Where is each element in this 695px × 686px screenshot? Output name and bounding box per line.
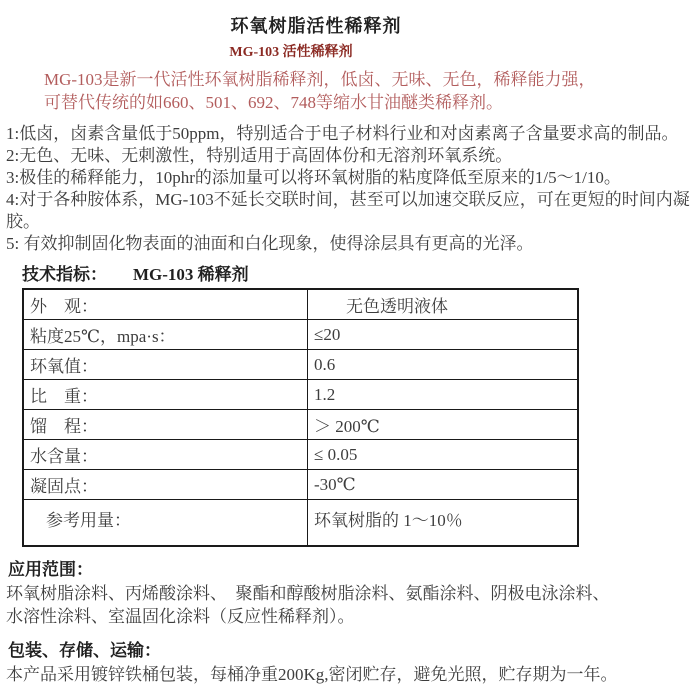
table-row bbox=[23, 289, 578, 320]
application-line-2: 水溶性涂料、室温固化涂料（反应性稀释剂）。 bbox=[6, 606, 355, 626]
intro-line-1: MG-103是新一代活性环氧树脂稀释剂，低卤、无味、无色，稀释能力强， bbox=[44, 70, 596, 89]
spec-label: 参考用量： bbox=[23, 500, 308, 546]
storage-heading: 包装、存储、运输： bbox=[8, 640, 161, 660]
spec-label: 比 重： bbox=[23, 380, 308, 410]
feature-list bbox=[6, 123, 695, 255]
table-row bbox=[23, 440, 578, 470]
spec-label: 外 观： bbox=[23, 289, 308, 320]
spec-heading-label: 技术指标： bbox=[22, 265, 107, 284]
spec-label: 环氧值： bbox=[23, 350, 308, 380]
spec-value: ≤20 bbox=[308, 320, 579, 350]
spec-label: 粘度25℃，mpa·s： bbox=[23, 320, 308, 350]
spec-value: 1.2 bbox=[308, 380, 579, 410]
intro-paragraph bbox=[6, 68, 689, 114]
spec-value: ＞ 200℃ bbox=[308, 410, 579, 440]
table-row bbox=[23, 410, 578, 440]
application-heading: 应用范围： bbox=[8, 559, 93, 579]
intro-line-2: 可替代传统的如660、501、692、748等缩水甘油醚类稀释剂。 bbox=[44, 93, 503, 112]
application-line-1: 环氧树脂涂料、丙烯酸涂料、 聚酯和醇酸树脂涂料、氨酯涂料、阴极电泳涂料、 bbox=[6, 583, 610, 603]
feature-item-1: 1:低卤，卤素含量低于50ppm，特别适合于电子材料行业和对卤素离子含量要求高的制品。 bbox=[6, 124, 679, 143]
spec-value: -30℃ bbox=[308, 470, 579, 500]
feature-item-5: 5: 有效抑制固化物表面的油面和白化现象，使得涂层具有更高的光泽。 bbox=[6, 234, 534, 253]
spec-label: 凝固点： bbox=[23, 470, 308, 500]
feature-item-3: 3:极佳的稀释能力，10phr的添加量可以将环氧树脂的粘度降低至原来的1/5～1/10。 bbox=[6, 168, 621, 187]
table-row bbox=[23, 500, 578, 546]
feature-item-2: 2:无色、无味、无刺激性，特别适用于高固体份和无溶剂环氧系统。 bbox=[6, 146, 513, 165]
application-list bbox=[6, 582, 689, 628]
table-row bbox=[23, 350, 578, 380]
spec-label: 水含量： bbox=[23, 440, 308, 470]
page-subtitle: MG-103 活性稀释剂 bbox=[229, 45, 353, 60]
table-row bbox=[23, 380, 578, 410]
spec-value: 无色透明液体 bbox=[308, 289, 579, 320]
spec-value: ≤ 0.05 bbox=[308, 440, 579, 470]
spec-value: 0.6 bbox=[308, 350, 579, 380]
spec-section-heading bbox=[22, 260, 689, 285]
spec-label: 馏 程： bbox=[23, 410, 308, 440]
page-title: 环氧树脂活性稀释剂 bbox=[230, 16, 402, 36]
table-row bbox=[23, 320, 578, 350]
spec-table bbox=[22, 288, 579, 547]
storage-text: 本产品采用镀锌铁桶包装，每桶净重200Kg,密闭贮存，避免光照，贮存期为一年。 bbox=[6, 664, 618, 684]
feature-item-4: 4:对于各种胺体系，MG-103不延长交联时间，甚至可以加速交联反应，可在更短的时间内凝胶。 bbox=[6, 190, 690, 231]
spec-heading-product: MG-103 稀释剂 bbox=[133, 265, 249, 284]
spec-value: 环氧树脂的 1～10％ bbox=[308, 500, 579, 546]
table-row bbox=[23, 470, 578, 500]
